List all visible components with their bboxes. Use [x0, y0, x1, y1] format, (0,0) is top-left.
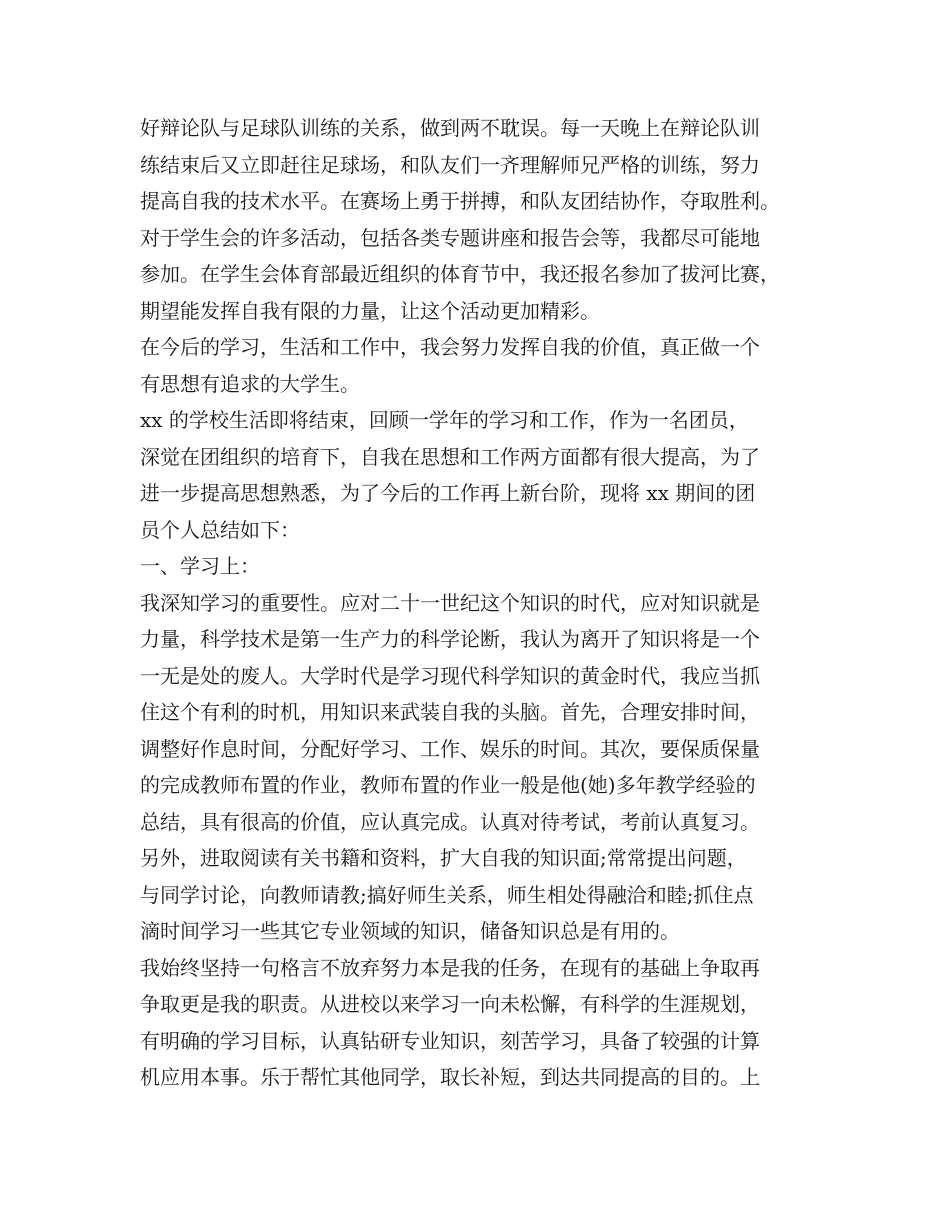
text-line: 住这个有利的时机，用知识来武装自我的头脑。首先，合理安排时间， — [140, 700, 760, 724]
text-line: 机应用本事。乐于帮忙其他同学，取长补短，到达共同提高的目的。上 — [140, 1065, 760, 1089]
text-line: 练结束后又立即赶往足球场，和队友们一齐理解师兄严格的训练，努力 — [140, 152, 760, 177]
text-line: 有明确的学习目标，认真钻研专业知识，刻苦学习，具备了较强的计算 — [140, 1028, 760, 1053]
text-line: 对于学生会的许多活动，包括各类专题讲座和报告会等，我都尽可能地 — [140, 225, 760, 250]
text-line: 与同学讨论，向教师请教;搞好师生关系，师生相处得融洽和睦;抓住点 — [140, 882, 754, 907]
text-line: 有思想有追求的大学生。 — [140, 371, 360, 396]
text-line: 参加。在学生会体育部最近组织的体育节中，我还报名参加了拔河比赛， — [140, 262, 780, 286]
text-line: 争取更是我的职责。从进校以来学习一向未松懈，有科学的生涯规划， — [140, 992, 760, 1016]
text-line: 调整好作息时间，分配好学习、工作、娱乐的时间。其次，要保质保量 — [140, 736, 760, 761]
text-line: 我深知学习的重要性。应对二十一世纪这个知识的时代，应对知识就是 — [140, 590, 760, 615]
text-line: 滴时间学习一些其它专业领域的知识，储备知识总是有用的。 — [140, 919, 680, 943]
text-line: 的完成教师布置的作业，教师布置的作业一般是他(她)多年教学经验的 — [140, 773, 756, 797]
text-line: 期望能发挥自我有限的力量，让这个活动更加精彩。 — [140, 298, 600, 323]
text-line: 提高自我的技术水平。在赛场上勇于拼搏，和队友团结协作，夺取胜利。 — [140, 189, 780, 213]
text-line: 力量，科学技术是第一生产力的科学论断，我认为离开了知识将是一个 — [140, 627, 760, 651]
text-line: 进一步提高思想熟悉，为了今后的工作再上新台阶，现将 xx 期间的团 — [140, 481, 756, 505]
text-line: 在今后的学习，生活和工作中，我会努力发挥自我的价值，真正做一个 — [140, 335, 760, 359]
text-line: 好辩论队与足球队训练的关系，做到两不耽误。每一天晚上在辩论队训 — [140, 116, 760, 140]
text-line: 总结，具有很高的价值，应认真完成。认真对待考试，考前认真复习。 — [140, 809, 760, 834]
text-line: 深觉在团组织的培育下，自我在思想和工作两方面都有很大提高，为了 — [140, 444, 760, 469]
text-line: 一、学习上： — [140, 554, 260, 578]
text-line: 一无是处的废人。大学时代是学习现代科学知识的黄金时代，我应当抓 — [140, 663, 760, 688]
document-body — [140, 110, 840, 1096]
text-line: 员个人总结如下： — [140, 517, 300, 542]
text-line: 另外，进取阅读有关书籍和资料，扩大自我的知识面;常常提出问题， — [140, 846, 747, 870]
text-line: xx 的学校生活即将结束，回顾一学年的学习和工作，作为一名团员， — [140, 408, 749, 432]
text-line: 我始终坚持一句格言不放弃努力本是我的任务，在现有的基础上争取再 — [140, 955, 760, 980]
